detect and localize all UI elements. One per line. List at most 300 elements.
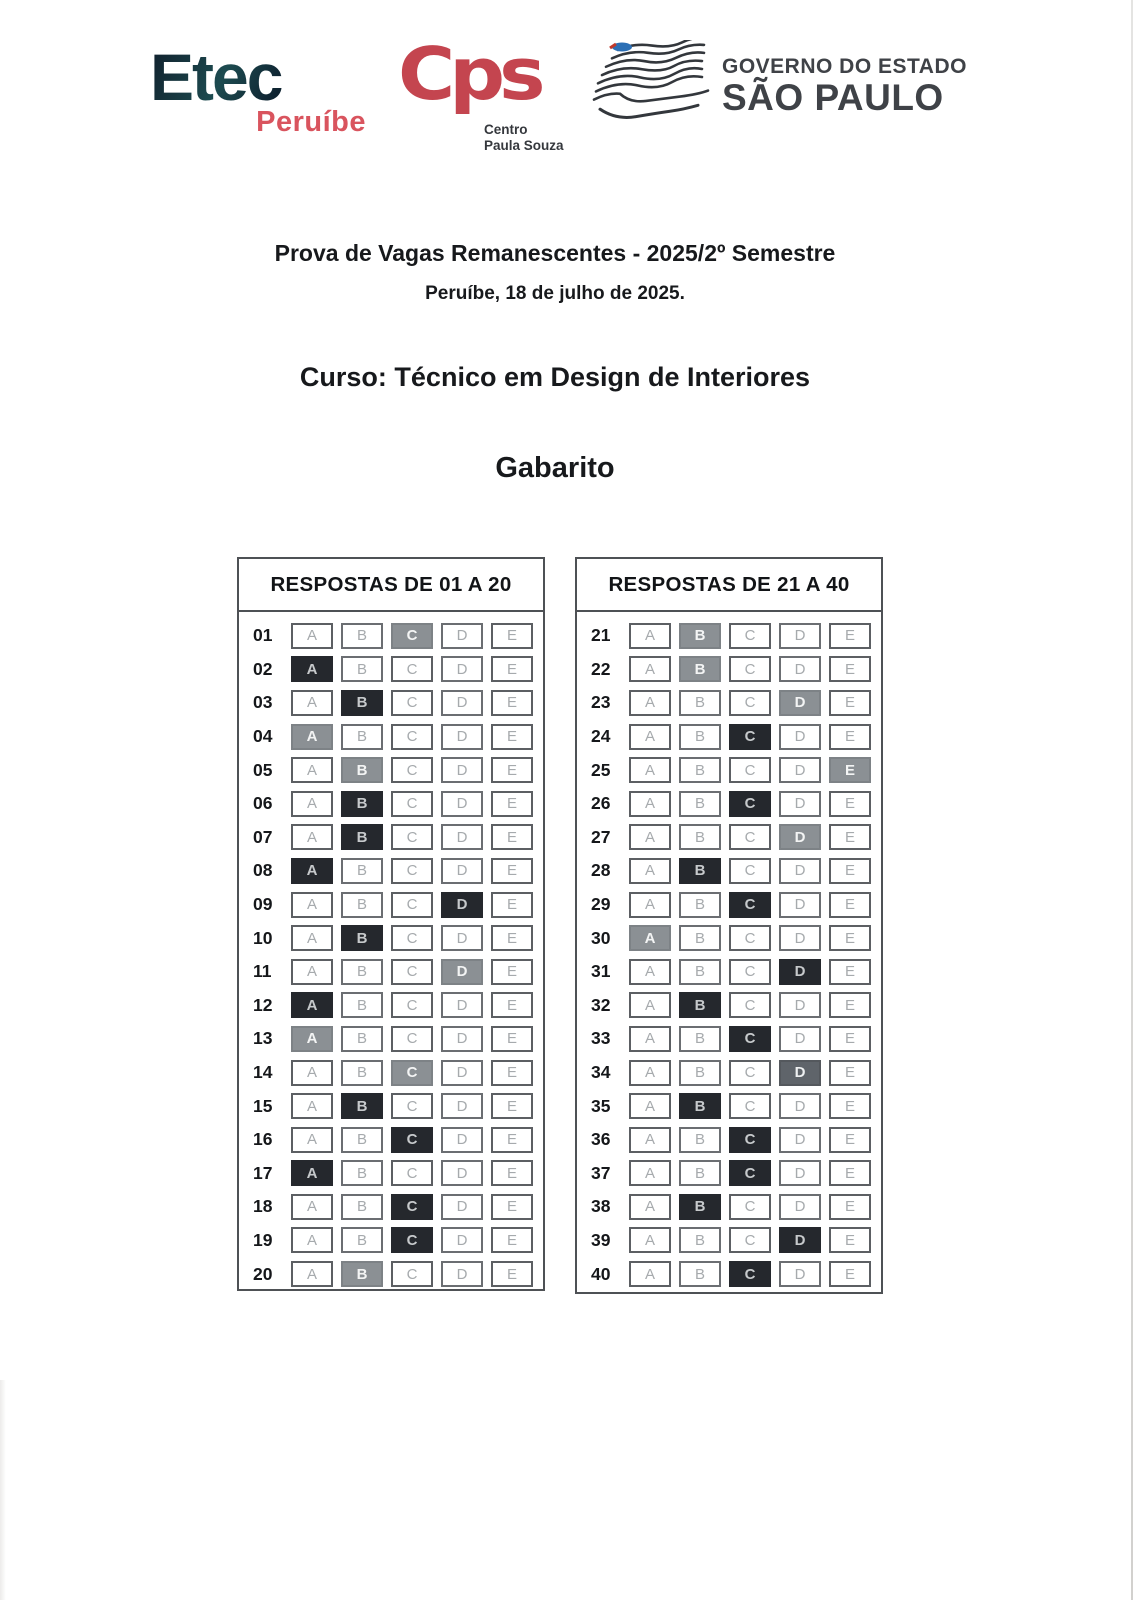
option-bubble-b: B (679, 791, 721, 817)
question-number: 39 (591, 1229, 611, 1250)
option-bubble-c: C (391, 1160, 433, 1186)
answer-row (591, 1056, 881, 1090)
option-bubble-c-marked: C (729, 1026, 771, 1052)
option-bubble-d: D (779, 1026, 821, 1052)
option-bubble-c-marked: C (391, 1227, 433, 1253)
option-bubble-e: E (491, 858, 533, 884)
option-bubble-c-marked: C (391, 1194, 433, 1220)
option-bubble-b: B (679, 1261, 721, 1287)
option-bubble-d: D (779, 1093, 821, 1119)
option-bubble-e: E (829, 791, 871, 817)
option-bubble-d: D (779, 791, 821, 817)
option-bubble-a: A (629, 1261, 671, 1287)
option-bubble-c-marked: C (729, 724, 771, 750)
question-number: 23 (591, 692, 611, 713)
option-bubble-b: B (341, 1127, 383, 1153)
option-bubble-d: D (441, 1261, 483, 1287)
option-bubble-d: D (441, 1194, 483, 1220)
option-bubble-b: B (679, 1127, 721, 1153)
option-bubble-a: A (629, 1227, 671, 1253)
option-bubble-c: C (391, 656, 433, 682)
option-bubble-c: C (729, 690, 771, 716)
option-bubble-e: E (491, 1093, 533, 1119)
answer-row (253, 1123, 543, 1157)
option-bubble-d: D (779, 1194, 821, 1220)
question-number: 12 (253, 994, 273, 1015)
option-bubble-a: A (291, 824, 333, 850)
answer-row (591, 821, 881, 855)
question-number: 27 (591, 826, 611, 847)
option-bubble-e: E (829, 892, 871, 918)
option-bubble-b: B (341, 1060, 383, 1086)
cps-caption-line1: Centro (484, 122, 528, 137)
answer-row (591, 787, 881, 821)
answer-row (591, 955, 881, 989)
option-bubble-e: E (491, 1194, 533, 1220)
option-bubble-b-marked: B (341, 757, 383, 783)
exam-title: Prova de Vagas Remanescentes - 2025/2º Semestre (274, 240, 836, 266)
option-bubble-b: B (679, 824, 721, 850)
option-bubble-d-marked: D (441, 892, 483, 918)
option-bubble-d-marked: D (779, 690, 821, 716)
answer-row (253, 888, 543, 922)
option-bubble-d: D (441, 1093, 483, 1119)
option-bubble-e: E (491, 724, 533, 750)
question-number: 31 (591, 961, 611, 982)
option-bubble-c: C (391, 925, 433, 951)
question-number: 04 (253, 726, 273, 747)
option-bubble-c: C (729, 858, 771, 884)
option-bubble-c: C (729, 1227, 771, 1253)
option-bubble-d: D (441, 656, 483, 682)
question-number: 37 (591, 1162, 611, 1183)
option-bubble-a: A (629, 992, 671, 1018)
option-bubble-d: D (779, 757, 821, 783)
etec-logo-subtitle: Peruíbe (256, 106, 366, 138)
option-bubble-b: B (679, 1026, 721, 1052)
option-bubble-d: D (779, 992, 821, 1018)
answer-row (253, 921, 543, 955)
option-bubble-c-marked: C (729, 1261, 771, 1287)
answer-row (253, 1224, 543, 1258)
option-bubble-b: B (341, 1194, 383, 1220)
answer-row (253, 1089, 543, 1123)
option-bubble-a: A (629, 858, 671, 884)
answer-row (591, 686, 881, 720)
option-bubble-b: B (341, 959, 383, 985)
question-number: 32 (591, 994, 611, 1015)
option-bubble-b: B (679, 1060, 721, 1086)
option-bubble-a: A (629, 724, 671, 750)
option-bubble-c: C (391, 892, 433, 918)
option-bubble-d-marked: D (779, 1227, 821, 1253)
option-bubble-a: A (629, 1127, 671, 1153)
answer-row (253, 753, 543, 787)
answer-row (253, 686, 543, 720)
option-bubble-a: A (291, 925, 333, 951)
question-number: 29 (591, 894, 611, 915)
answer-row (253, 720, 543, 754)
option-bubble-c-marked: C (729, 791, 771, 817)
option-bubble-a: A (629, 959, 671, 985)
option-bubble-b: B (679, 724, 721, 750)
answer-row (591, 1190, 881, 1224)
option-bubble-c-marked: C (729, 892, 771, 918)
option-bubble-e: E (491, 757, 533, 783)
answer-row (253, 854, 543, 888)
option-bubble-d: D (441, 623, 483, 649)
option-bubble-e-marked: E (829, 757, 871, 783)
option-bubble-b-marked: B (679, 858, 721, 884)
option-bubble-e: E (829, 959, 871, 985)
option-bubble-d: D (441, 1160, 483, 1186)
option-bubble-a: A (291, 1060, 333, 1086)
etec-logo-text: Etec (150, 44, 370, 110)
option-bubble-a: A (291, 959, 333, 985)
option-bubble-e: E (829, 656, 871, 682)
option-bubble-a: A (629, 656, 671, 682)
option-bubble-a-marked: A (291, 1026, 333, 1052)
question-number: 09 (253, 894, 273, 915)
option-bubble-d-marked: D (779, 824, 821, 850)
grid-body (577, 612, 881, 1291)
option-bubble-b: B (341, 892, 383, 918)
option-bubble-e: E (829, 992, 871, 1018)
course-title: Curso: Técnico em Design de Interiores (299, 362, 811, 392)
gov-logo-text (722, 54, 967, 119)
question-number: 34 (591, 1062, 611, 1083)
option-bubble-c: C (729, 1060, 771, 1086)
option-bubble-a: A (291, 892, 333, 918)
option-bubble-a: A (629, 690, 671, 716)
answer-row (591, 1089, 881, 1123)
option-bubble-b: B (679, 757, 721, 783)
answer-row (591, 989, 881, 1023)
option-bubble-c: C (729, 623, 771, 649)
option-bubble-d: D (441, 824, 483, 850)
option-bubble-e: E (491, 959, 533, 985)
option-bubble-b-marked: B (341, 791, 383, 817)
option-bubble-e: E (491, 656, 533, 682)
option-bubble-a: A (291, 1227, 333, 1253)
option-bubble-a: A (291, 1194, 333, 1220)
question-number: 08 (253, 860, 273, 881)
answer-row (591, 653, 881, 687)
option-bubble-e: E (829, 1026, 871, 1052)
option-bubble-b-marked: B (679, 623, 721, 649)
option-bubble-a: A (629, 824, 671, 850)
scan-smudge-artifact (0, 1380, 6, 1600)
option-bubble-d: D (779, 1127, 821, 1153)
option-bubble-e: E (491, 925, 533, 951)
option-bubble-b: B (679, 925, 721, 951)
answer-row (591, 720, 881, 754)
option-bubble-b: B (341, 1227, 383, 1253)
option-bubble-c: C (391, 1093, 433, 1119)
option-bubble-e: E (491, 1060, 533, 1086)
option-bubble-e: E (829, 1227, 871, 1253)
question-number: 28 (591, 860, 611, 881)
option-bubble-b-marked: B (341, 925, 383, 951)
answer-row (253, 653, 543, 687)
question-number: 14 (253, 1062, 273, 1083)
option-bubble-b: B (341, 623, 383, 649)
cps-caption-line2: Paula Souza (484, 138, 564, 154)
answer-row (591, 753, 881, 787)
answer-row (591, 619, 881, 653)
option-bubble-e: E (829, 824, 871, 850)
option-bubble-e: E (491, 623, 533, 649)
answer-row (253, 1022, 543, 1056)
option-bubble-e: E (491, 992, 533, 1018)
option-bubble-d: D (441, 724, 483, 750)
option-bubble-c: C (391, 1261, 433, 1287)
sao-paulo-government-logo (588, 40, 967, 132)
option-bubble-e: E (829, 925, 871, 951)
option-bubble-d: D (441, 1026, 483, 1052)
option-bubble-c-marked: C (391, 1060, 433, 1086)
answer-key-title: Gabarito (495, 452, 615, 484)
option-bubble-c: C (391, 992, 433, 1018)
option-bubble-b-marked: B (341, 1093, 383, 1119)
answer-row (253, 821, 543, 855)
option-bubble-e: E (829, 1261, 871, 1287)
option-bubble-a: A (291, 1261, 333, 1287)
option-bubble-d: D (779, 1261, 821, 1287)
option-bubble-d: D (779, 858, 821, 884)
option-bubble-c-marked: C (729, 1127, 771, 1153)
question-number: 36 (591, 1129, 611, 1150)
answer-row (591, 1257, 881, 1291)
gov-logo-line1: GOVERNO DO ESTADO (722, 54, 967, 78)
cps-logo-caption (484, 122, 564, 154)
option-bubble-b: B (679, 1160, 721, 1186)
option-bubble-e: E (829, 1060, 871, 1086)
option-bubble-a: A (629, 1060, 671, 1086)
question-number: 07 (253, 826, 273, 847)
option-bubble-d: D (441, 690, 483, 716)
option-bubble-e: E (491, 824, 533, 850)
answer-row (253, 1190, 543, 1224)
question-number: 40 (591, 1263, 611, 1284)
option-bubble-e: E (491, 892, 533, 918)
option-bubble-e: E (491, 690, 533, 716)
option-bubble-c: C (391, 690, 433, 716)
question-number: 30 (591, 927, 611, 948)
option-bubble-a-marked: A (291, 724, 333, 750)
option-bubble-b: B (341, 724, 383, 750)
option-bubble-b-marked: B (341, 690, 383, 716)
option-bubble-c-marked: C (391, 1127, 433, 1153)
option-bubble-a: A (629, 1194, 671, 1220)
option-bubble-a: A (629, 892, 671, 918)
question-number: 05 (253, 759, 273, 780)
question-number: 33 (591, 1028, 611, 1049)
option-bubble-d: D (779, 623, 821, 649)
question-number: 17 (253, 1162, 273, 1183)
option-bubble-c: C (391, 791, 433, 817)
option-bubble-c: C (729, 959, 771, 985)
option-bubble-c: C (729, 925, 771, 951)
option-bubble-b: B (341, 992, 383, 1018)
answer-row (591, 1022, 881, 1056)
option-bubble-d: D (441, 1060, 483, 1086)
cps-logo-acronym: Cps (398, 33, 540, 117)
cps-logo (398, 33, 578, 166)
question-number: 02 (253, 658, 273, 679)
answer-row (591, 1123, 881, 1157)
option-bubble-a: A (291, 1093, 333, 1119)
option-bubble-e: E (829, 1093, 871, 1119)
option-bubble-a: A (629, 1160, 671, 1186)
option-bubble-d-marked: D (441, 959, 483, 985)
option-bubble-e: E (829, 1127, 871, 1153)
question-number: 20 (253, 1263, 273, 1284)
option-bubble-b-marked: B (679, 1194, 721, 1220)
answer-row (253, 1157, 543, 1191)
option-bubble-a-marked: A (291, 1160, 333, 1186)
question-number: 35 (591, 1095, 611, 1116)
grid-body (239, 612, 543, 1291)
option-bubble-c: C (391, 724, 433, 750)
question-number: 26 (591, 793, 611, 814)
option-bubble-c: C (729, 656, 771, 682)
answer-row (253, 989, 543, 1023)
option-bubble-c: C (391, 757, 433, 783)
option-bubble-b-marked: B (341, 1261, 383, 1287)
option-bubble-e: E (491, 1160, 533, 1186)
answer-row (253, 787, 543, 821)
option-bubble-a: A (291, 690, 333, 716)
option-bubble-e: E (829, 623, 871, 649)
option-bubble-d: D (779, 892, 821, 918)
option-bubble-d: D (441, 925, 483, 951)
option-bubble-d: D (779, 1160, 821, 1186)
answer-row (591, 1157, 881, 1191)
answer-grid-21-40 (575, 557, 883, 1294)
option-bubble-b-marked: B (679, 992, 721, 1018)
option-bubble-a-marked: A (629, 925, 671, 951)
question-number: 15 (253, 1095, 273, 1116)
option-bubble-a-marked: A (291, 656, 333, 682)
option-bubble-a: A (629, 623, 671, 649)
question-number: 38 (591, 1196, 611, 1217)
option-bubble-a: A (291, 757, 333, 783)
option-bubble-d-marked: D (779, 959, 821, 985)
option-bubble-c: C (729, 1093, 771, 1119)
option-bubble-b: B (679, 892, 721, 918)
question-number: 10 (253, 927, 273, 948)
option-bubble-b: B (341, 656, 383, 682)
option-bubble-b-marked: B (341, 824, 383, 850)
option-bubble-e: E (491, 791, 533, 817)
question-number: 06 (253, 793, 273, 814)
option-bubble-b: B (679, 959, 721, 985)
answer-row (253, 619, 543, 653)
sao-paulo-flag-icon (588, 40, 716, 132)
question-number: 16 (253, 1129, 273, 1150)
option-bubble-d-marked: D (779, 1060, 821, 1086)
answer-row (591, 854, 881, 888)
question-number: 18 (253, 1196, 273, 1217)
option-bubble-c: C (391, 858, 433, 884)
option-bubble-d: D (441, 992, 483, 1018)
answer-row (591, 888, 881, 922)
option-bubble-a: A (629, 791, 671, 817)
grid-title: RESPOSTAS DE 21 A 40 (577, 559, 881, 612)
option-bubble-d: D (779, 656, 821, 682)
gov-logo-line2: SÃO PAULO (722, 77, 944, 119)
answer-row (253, 1056, 543, 1090)
option-bubble-b-marked: B (679, 1093, 721, 1119)
answer-row (591, 1224, 881, 1258)
option-bubble-d: D (441, 858, 483, 884)
option-bubble-d: D (779, 925, 821, 951)
option-bubble-a: A (291, 791, 333, 817)
option-bubble-b-marked: B (679, 656, 721, 682)
option-bubble-d: D (441, 791, 483, 817)
option-bubble-b: B (341, 1160, 383, 1186)
option-bubble-c: C (391, 824, 433, 850)
option-bubble-a-marked: A (291, 858, 333, 884)
question-number: 13 (253, 1028, 273, 1049)
option-bubble-e: E (491, 1227, 533, 1253)
option-bubble-d: D (441, 1227, 483, 1253)
option-bubble-b: B (679, 690, 721, 716)
answer-row (591, 921, 881, 955)
option-bubble-c: C (391, 959, 433, 985)
option-bubble-d: D (441, 757, 483, 783)
option-bubble-e: E (491, 1127, 533, 1153)
option-bubble-b: B (341, 1026, 383, 1052)
option-bubble-c: C (391, 1026, 433, 1052)
option-bubble-e: E (491, 1026, 533, 1052)
option-bubble-e: E (829, 858, 871, 884)
option-bubble-a: A (629, 757, 671, 783)
option-bubble-c-marked: C (391, 623, 433, 649)
answer-row (253, 1257, 543, 1291)
scan-edge-artifact (1131, 0, 1133, 1600)
question-number: 01 (253, 625, 273, 646)
option-bubble-e: E (829, 1160, 871, 1186)
option-bubble-a: A (291, 1127, 333, 1153)
question-number: 11 (253, 961, 272, 982)
option-bubble-a: A (291, 623, 333, 649)
option-bubble-b: B (679, 1227, 721, 1253)
question-number: 25 (591, 759, 611, 780)
option-bubble-e: E (491, 1261, 533, 1287)
option-bubble-c: C (729, 1194, 771, 1220)
option-bubble-e: E (829, 1194, 871, 1220)
answer-row (253, 955, 543, 989)
option-bubble-d: D (441, 1127, 483, 1153)
option-bubble-a: A (629, 1093, 671, 1119)
option-bubble-e: E (829, 724, 871, 750)
option-bubble-a-marked: A (291, 992, 333, 1018)
etec-logo (150, 40, 370, 139)
question-number: 24 (591, 726, 611, 747)
option-bubble-c: C (729, 824, 771, 850)
question-number: 21 (591, 625, 611, 646)
question-number: 19 (253, 1229, 273, 1250)
option-bubble-a: A (629, 1026, 671, 1052)
question-number: 22 (591, 658, 611, 679)
option-bubble-c: C (729, 992, 771, 1018)
option-bubble-b: B (341, 858, 383, 884)
option-bubble-d: D (779, 724, 821, 750)
option-bubble-c-marked: C (729, 1160, 771, 1186)
date-place-line: Peruíbe, 18 de julho de 2025. (425, 283, 685, 304)
